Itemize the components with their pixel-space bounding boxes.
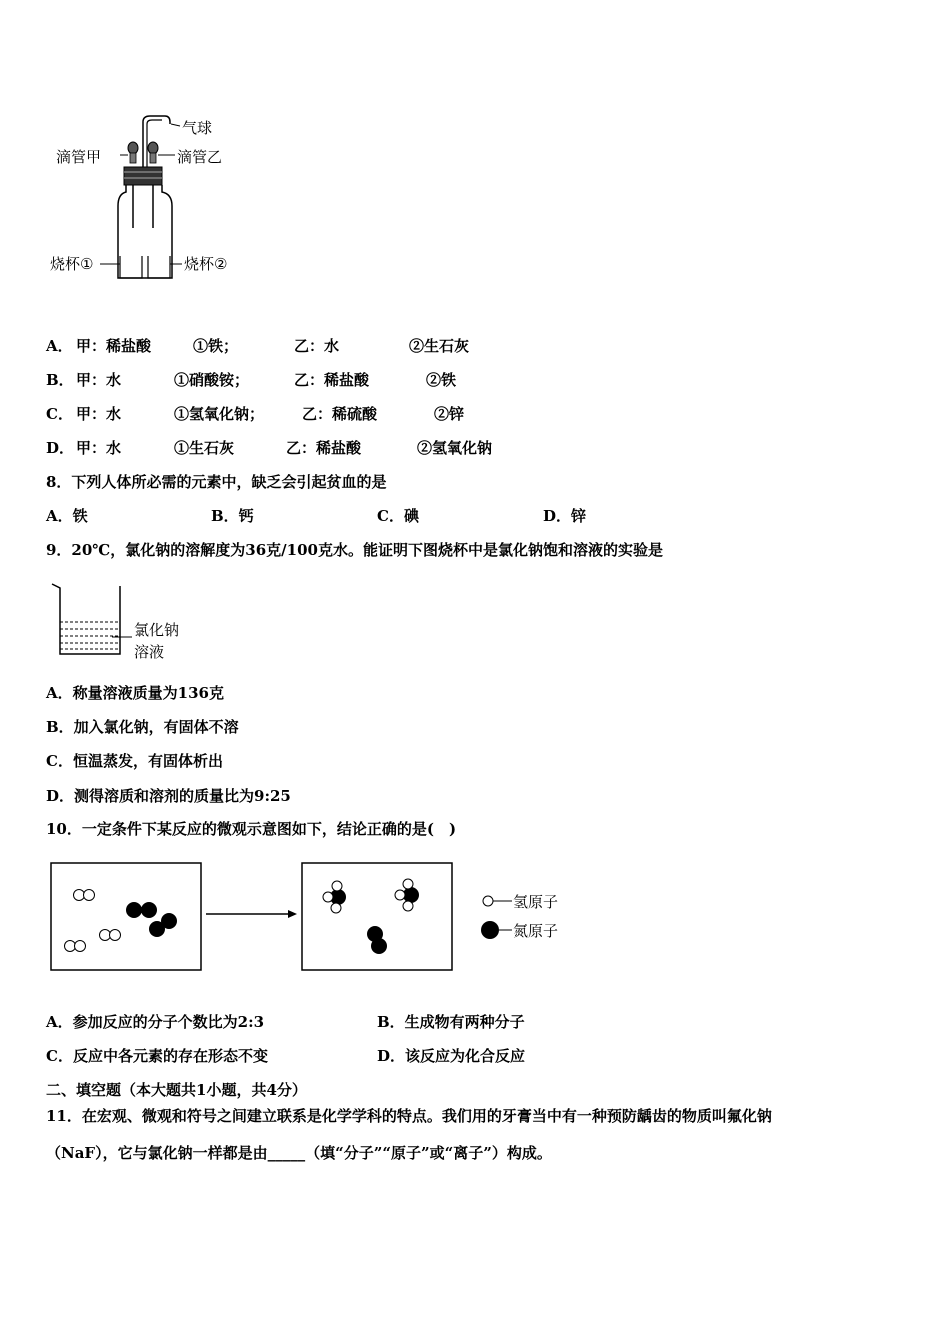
q11-line1: 11．在宏观、微观和符号之间建立联系是化学学科的特点。我们用的牙膏当中有一种预防龋齿的物质叫氟化钠 [46,1107,772,1125]
nacl-label-1: 氯化钠 [134,621,180,639]
dropper-b-label: 滴管乙 [177,148,223,166]
q10-stem: 10．一定条件下某反应的微观示意图如下，结论正确的是( ) [46,820,457,838]
q9-option-a: A．称量溶液质量为136克 [46,684,224,702]
q9-option-d: D．测得溶质和溶剂的质量比为9:25 [46,787,291,805]
q8-option-c: C．碘 [377,507,419,525]
q8-option-b: B．钙 [211,507,254,525]
q8-stem: 8．下列人体所必需的元素中，缺乏会引起贫血的是 [46,473,387,491]
q10-option-c: C．反应中各元素的存在形态不变 [46,1047,268,1065]
q8-option-d: D．锌 [543,507,587,525]
legend-atoms [480,888,516,948]
legend-h-label: 氢原子 [513,893,559,911]
q9-option-b: B．加入氯化钠，有固体不溶 [46,718,239,736]
reaction-diagram [48,860,468,975]
q9-option-c: C．恒温蒸发，有固体析出 [46,752,223,770]
q11-line2: （NaF），它与氯化钠一样都是由_____（填“分子”“原子”或“离子”）构成。 [46,1144,552,1162]
balloon-label: 气球 [182,119,213,137]
dropper-a-label: 滴管甲 [56,148,102,166]
q8-option-a: A．铁 [46,507,88,525]
q9-stem: 9．20℃，氯化钠的溶解度为36克/100克水。能证明下图烧杯中是氯化钠饱和溶液的实验是 [46,541,663,559]
beaker-figure [50,582,140,658]
legend-n-label: 氮原子 [513,922,559,940]
beaker-1-label: 烧杯① [50,255,94,273]
nacl-label-2: 溶液 [134,643,165,661]
q10-option-b: B．生成物有两种分子 [377,1013,525,1031]
beaker-2-label: 烧杯② [184,255,228,273]
section2-title: 二、填空题（本大题共1小题，共4分） [46,1081,307,1099]
q10-option-a: A．参加反应的分子个数比为2:3 [46,1013,265,1031]
q10-option-d: D．该反应为化合反应 [377,1047,526,1065]
